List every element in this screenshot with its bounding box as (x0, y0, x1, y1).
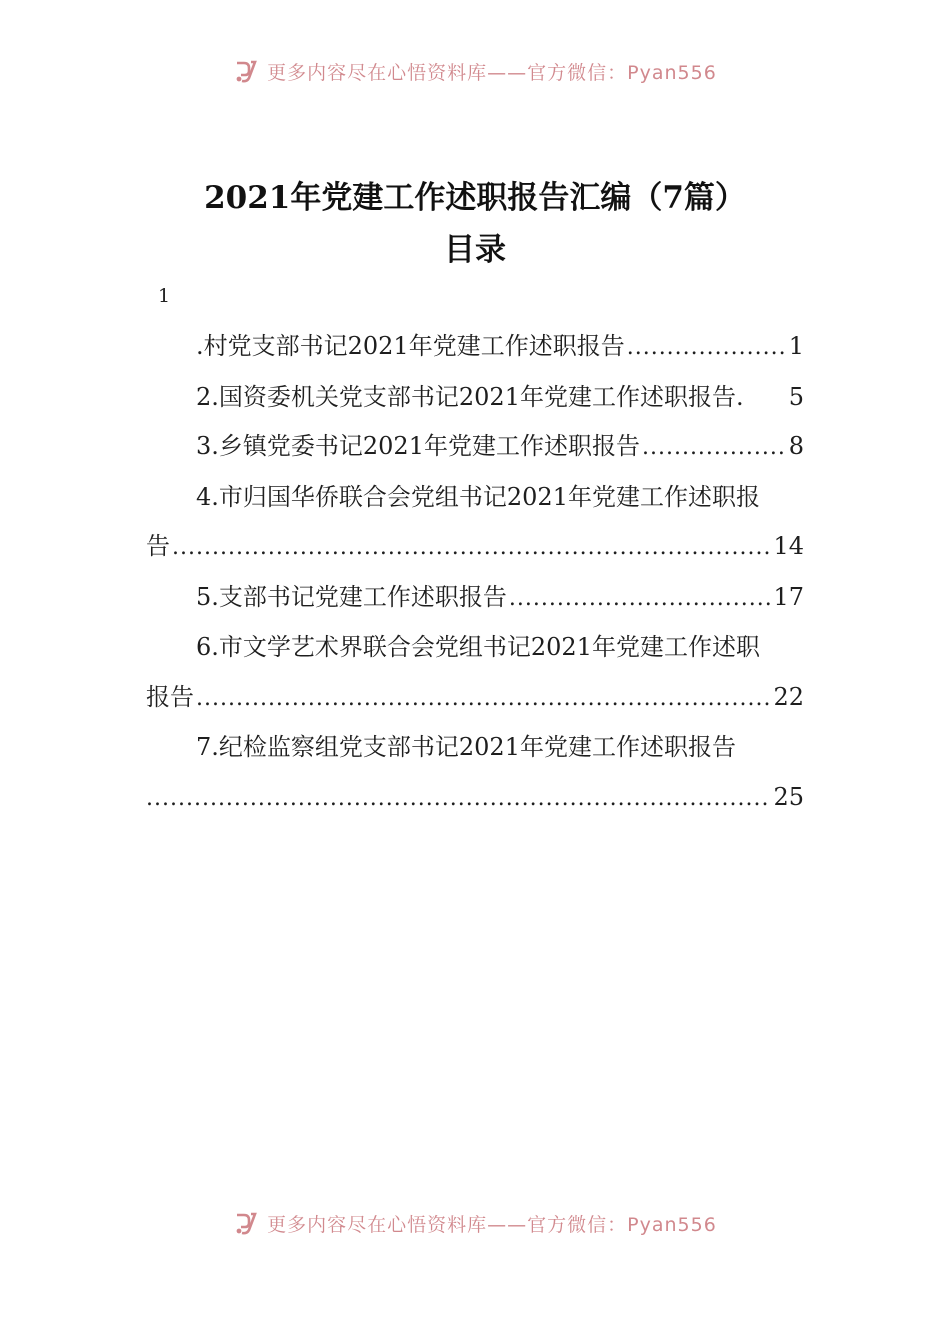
toc-entry[interactable] (146, 623, 804, 723)
leader-dots (509, 574, 772, 624)
toc-entry-title: .村党支部书记2021年党建工作述职报告 (196, 332, 625, 360)
section-marker: 1 (158, 285, 171, 307)
toc-entry[interactable] (146, 573, 804, 624)
leader-dots (642, 423, 787, 473)
brand-logo-icon (233, 1210, 259, 1236)
toc-page-number: 17 (773, 582, 804, 611)
watermark-text: 更多内容尽在心悟资料库——官方微信：Pyan556 (267, 61, 717, 84)
toc-page-number: 22 (773, 682, 804, 711)
toc-entry-title: 7.纪检监察组党支部书记2021年党建工作述职报告 (196, 733, 736, 761)
toc-entry-title-cont: 报告 (146, 682, 194, 711)
toc-entry-title: 4.市归国华侨联合会党组书记2021年党建工作述职报 (196, 482, 760, 511)
toc-entry[interactable] (146, 473, 804, 573)
footer-watermark (0, 1206, 950, 1240)
toc-page-number: 1 (788, 332, 804, 360)
toc-page-number: 5 (788, 382, 804, 411)
header-watermark (0, 54, 950, 88)
toc-page-number: 8 (788, 432, 804, 460)
toc-heading: 目录 (444, 232, 506, 268)
toc-entry[interactable] (146, 723, 804, 823)
toc-entry-title: 5.支部书记党建工作述职报告 (196, 582, 507, 611)
toc-entry[interactable] (146, 373, 804, 423)
document-title: 2021年党建工作述职报告汇编（7篇） (204, 180, 746, 216)
leader-dots (627, 323, 787, 373)
leader-dots (196, 674, 771, 724)
toc-entry[interactable] (146, 322, 804, 373)
watermark-text: 更多内容尽在心悟资料库——官方微信：Pyan556 (267, 1213, 717, 1236)
toc-entry-title: 2.国资委机关党支部书记2021年党建工作述职报告. (196, 382, 744, 411)
toc-page-number: 14 (773, 532, 804, 560)
leader-dots (172, 523, 771, 573)
toc-page-number: 25 (773, 782, 804, 811)
toc-entry-title-cont: 告 (146, 532, 170, 560)
table-of-contents (146, 322, 804, 823)
toc-entry-title: 3.乡镇党委书记2021年党建工作述职报告 (196, 432, 640, 460)
brand-logo-icon (233, 58, 259, 84)
leader-dots (146, 774, 771, 824)
toc-entry-title: 6.市文学艺术界联合会党组书记2021年党建工作述职 (196, 633, 760, 661)
toc-entry[interactable] (146, 422, 804, 473)
